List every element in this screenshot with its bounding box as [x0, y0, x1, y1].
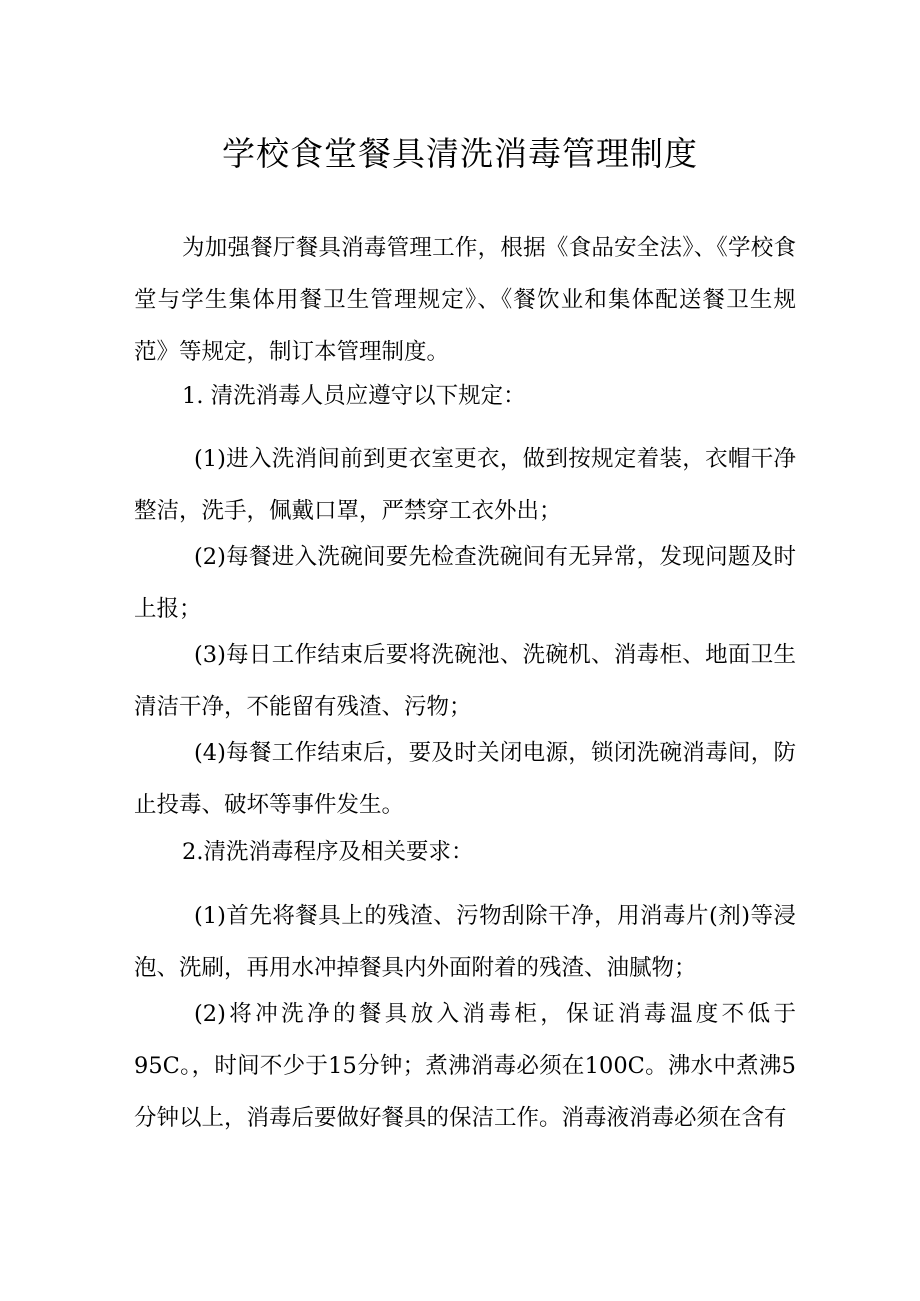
- section-2-heading: 2.清洗消毒程序及相关要求：: [182, 839, 474, 865]
- section-1-item-4: (4)每餐工作结束后，要及时关闭电源，锁闭洗碗消毒间，防止投毒、破坏等事件发生。: [134, 740, 796, 818]
- document-title: 学校食堂餐具清洗消毒管理制度: [222, 134, 698, 173]
- section-1-item-2: (2)每餐进入洗碗间要先检查洗碗间有无异常，发现问题及时上报；: [134, 544, 796, 622]
- section-2-item-2: (2)将冲洗净的餐具放入消毒柜，保证消毒温度不低于95C。，时间不少于15分钟；煮沸消毒必须在100C。沸水中煮沸5分钟以上，消毒后要做好餐具的保洁工作。消毒液消毒必须在含有: [134, 1001, 796, 1131]
- section-1-item-3: (3)每日工作结束后要将洗碗池、洗碗机、消毒柜、地面卫生清洁干净，不能留有残渣、污物；: [134, 642, 796, 720]
- section-1-heading: 1. 清洗消毒人员应遵守以下规定：: [182, 383, 526, 409]
- intro-paragraph: 为加强餐厅餐具消毒管理工作，根据《食品安全法》、《学校食堂与学生集体用餐卫生管理规定》、《餐饮业和集体配送餐卫生规范》等规定，制订本管理制度。: [134, 235, 796, 365]
- section-1-item-1: (1)进入洗消间前到更衣室更衣，做到按规定着装，衣帽干净整洁，洗手，佩戴口罩，严禁穿工衣外出；: [134, 446, 796, 524]
- section-2-item-1: (1)首先将餐具上的残渣、污物刮除干净，用消毒片(剂)等浸泡、洗刷，再用水冲掉餐具内外面附着的残渣、油腻物；: [134, 903, 796, 981]
